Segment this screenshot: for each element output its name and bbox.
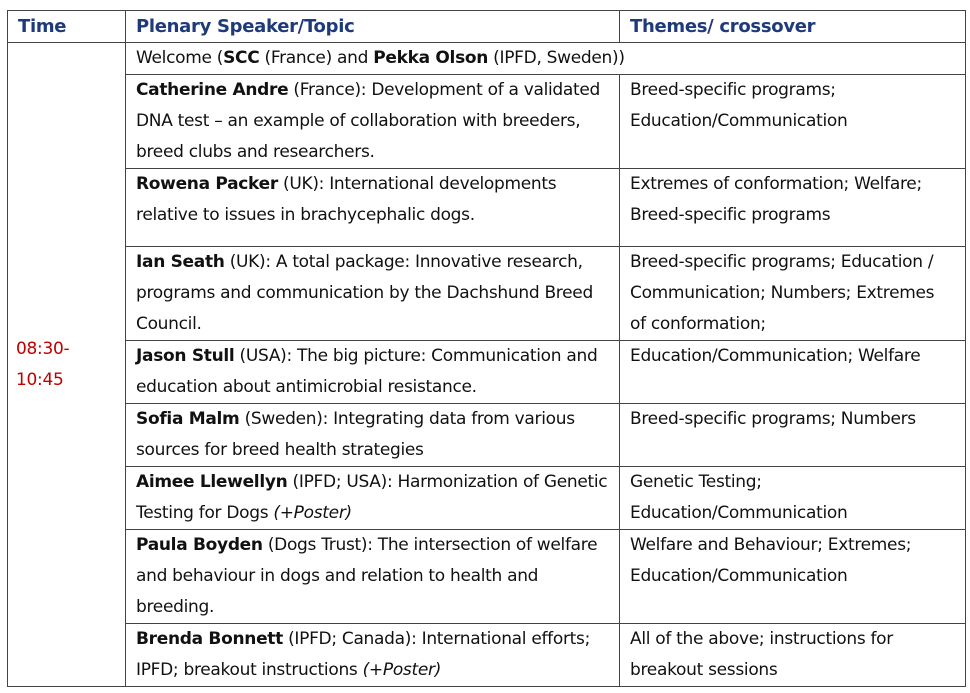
speaker-name: Aimee Llewellyn	[136, 472, 288, 492]
agenda-table	[7, 10, 966, 687]
header-time: Time	[8, 11, 126, 43]
table-row	[8, 341, 966, 404]
table-row	[8, 169, 966, 247]
topic-text: (UK): International developments relative to issues in brachycephalic dogs.	[136, 174, 557, 225]
topic-cell	[126, 624, 620, 687]
welcome-text-1: Welcome (	[136, 48, 224, 68]
topic-cell	[126, 467, 620, 530]
welcome-row	[8, 43, 966, 75]
topic-text: (Dogs Trust): The intersection of welfare and behaviour in dogs and relation to health and breeding.	[136, 535, 598, 617]
speaker-name: Rowena Packer	[136, 174, 278, 194]
themes-cell: All of the above; instructions for breakout sessions	[620, 624, 966, 687]
themes-cell: Education/Communication; Welfare	[620, 341, 966, 404]
topic-cell	[126, 75, 620, 169]
topic-cell	[126, 404, 620, 467]
speaker-name: Jason Stull	[136, 346, 235, 366]
table-row	[8, 75, 966, 169]
time-slot	[8, 43, 126, 687]
speaker-name: Ian Seath	[136, 252, 225, 272]
table-row	[8, 467, 966, 530]
header-topic: Plenary Speaker/Topic	[126, 11, 620, 43]
table-row	[8, 247, 966, 341]
topic-cell	[126, 247, 620, 341]
themes-cell: Breed-specific programs; Numbers	[620, 404, 966, 467]
themes-cell: Breed-specific programs; Education/Communication	[620, 75, 966, 169]
table-row	[8, 624, 966, 687]
welcome-pekka: Pekka Olson	[373, 48, 489, 68]
topic-text: (UK): A total package: Innovative research, programs and communication by the Dachshund Breed Council.	[136, 252, 593, 334]
table-row	[8, 404, 966, 467]
poster-note: (+Poster)	[362, 660, 442, 680]
welcome-scc: SCC	[223, 48, 260, 68]
topic-cell	[126, 341, 620, 404]
topic-text: (IPFD; Canada): International efforts; IPFD; breakout instructions	[136, 629, 590, 680]
speaker-name: Catherine Andre	[136, 80, 289, 100]
themes-cell: Breed-specific programs; Education / Communication; Numbers; Extremes of conformation;	[620, 247, 966, 341]
agenda-table-container	[7, 10, 966, 687]
table-row	[8, 530, 966, 624]
topic-cell	[126, 530, 620, 624]
header-themes: Themes/ crossover	[620, 11, 966, 43]
topic-cell	[126, 169, 620, 247]
speaker-name: Paula Boyden	[136, 535, 263, 555]
topic-text: (Sweden): Integrating data from various sources for breed health strategies	[136, 409, 575, 460]
speaker-name: Sofia Malm	[136, 409, 240, 429]
poster-note: (+Poster)	[273, 503, 352, 523]
welcome-cell	[126, 43, 966, 75]
themes-cell: Extremes of conformation; Welfare; Breed-specific programs	[620, 169, 966, 247]
speaker-name: Brenda Bonnett	[136, 629, 283, 649]
topic-text: (France): Development of a validated DNA test – an example of collaboration with breeders, breed clubs and researchers.	[136, 80, 601, 162]
welcome-text-3: (IPFD, Sweden))	[488, 48, 625, 68]
time-slot-text: 08:30- 10:45	[16, 338, 70, 390]
header-row	[8, 11, 966, 43]
topic-text: (IPFD; USA): Harmonization of Genetic Testing for Dogs	[136, 472, 608, 523]
welcome-text-2: (France) and	[259, 48, 374, 68]
themes-cell: Genetic Testing; Education/Communication	[620, 467, 966, 530]
topic-text: (USA): The big picture: Communication and education about antimicrobial resistance.	[136, 346, 598, 397]
themes-cell: Welfare and Behaviour; Extremes; Education/Communication	[620, 530, 966, 624]
